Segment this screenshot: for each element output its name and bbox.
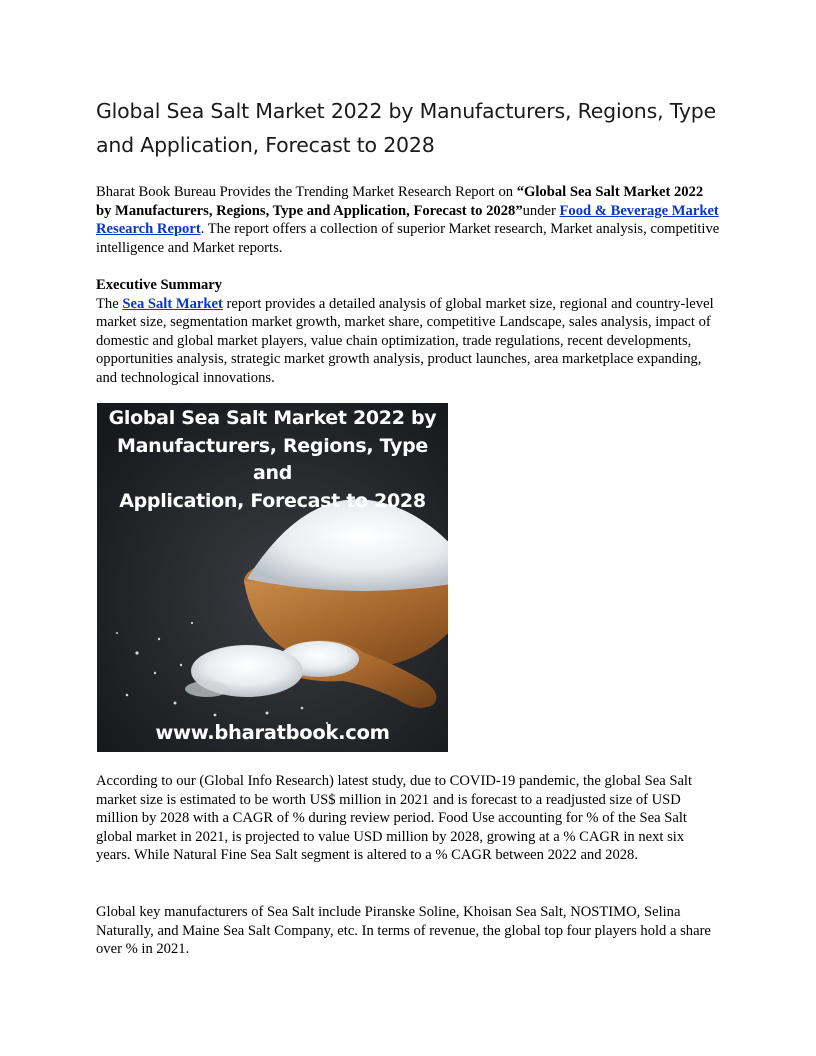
intro-under: under: [522, 202, 560, 219]
cover-url: www.bharatbook.com: [155, 721, 390, 744]
page-title: Global Sea Salt Market 2022 by Manufacturers, Regions, Type and Application, Forecast to 2028: [96, 99, 716, 157]
cover-title-line-1: Global Sea Salt Market 2022 by: [108, 407, 437, 429]
cover-title-line-3: Application, Forecast to 2028: [119, 489, 426, 512]
cover-title-line-2: Manufacturers, Regions, Type and: [116, 434, 429, 484]
market-size-paragraph: [96, 772, 722, 865]
executive-summary-heading: Executive Summary: [96, 277, 223, 293]
food-beverage-link[interactable]: Food & Beverage Market Research Report: [96, 202, 719, 237]
cover-title: [97, 405, 448, 515]
sea-salt-market-link[interactable]: Sea Salt Market: [122, 295, 223, 312]
manufacturers-text: Global key manufacturers of Sea Salt include Piranske Soline, Khoisan Sea Salt, NOSTIMO, Selina Naturally, and Maine Sea Salt Company, etc. In terms of revenue, the global top four players hold a share over % in 2021.: [96, 904, 711, 957]
report-cover-image: [97, 403, 448, 752]
intro-report-title: “Global Sea Salt Market 2022 by Manufacturers, Regions, Type and Application, Forecast to 2028”: [96, 184, 704, 219]
exec-text-after: report provides a detailed analysis of global market size, regional and country-level market size, segmentation market growth, market share, competitive Landscape, sales analysis, impact of domestic and global market players, value chain optimization, trade regulations, recent developments, opportunities analysis, strategic market growth analysis, product launches, area marketplace expanding, and technological innovations.: [96, 295, 714, 386]
intro-after: . The report offers a collection of superior Market research, Market analysis, competitive intelligence and Market reports.: [96, 221, 720, 256]
exec-text-before: The: [96, 295, 123, 312]
executive-summary: [96, 276, 722, 387]
manufacturers-paragraph: [96, 903, 722, 959]
intro-text: Bharat Book Bureau Provides the Trending Market Research Report on: [96, 184, 517, 200]
intro-paragraph: [96, 183, 722, 257]
market-size-text: According to our (Global Info Research) latest study, due to COVID-19 pandemic, the global Sea Salt market size is estimated to be worth US$ million in 2021 and is forecast to a readjusted size of USD million by 2028 with a CAGR of % during review period. Food Use accounting for % of the Sea Salt global market in 2021, is projected to value USD million by 2028, growing at a % CAGR in next six years. While Natural Fine Sea Salt segment is altered to a % CAGR between 2022 and 2028.: [96, 773, 693, 863]
